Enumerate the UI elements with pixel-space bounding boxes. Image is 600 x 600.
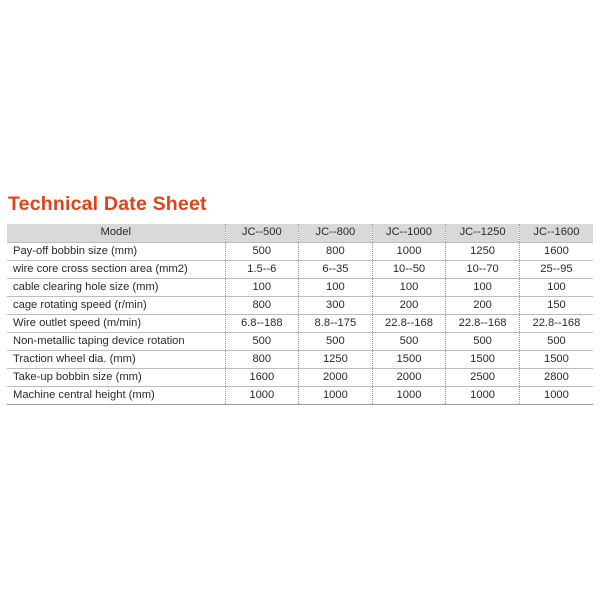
row-label: cable clearing hole size (mm) (7, 278, 225, 296)
sheet-title: Technical Date Sheet (8, 193, 207, 215)
table-cell: 25--95 (540, 262, 573, 275)
table-cell: 500 (372, 332, 446, 350)
table-row (7, 332, 593, 350)
table-cell: 1.5--6 (225, 260, 299, 278)
table-cell: 22.8--168 (446, 314, 520, 332)
table-body (7, 242, 593, 404)
header-cell-jc-500: JC--500 (225, 224, 299, 242)
table-row (7, 350, 593, 368)
table-cell: 500 (299, 332, 373, 350)
table-cell: 1000 (299, 386, 373, 404)
table-cell: 1250 (299, 350, 373, 368)
header-cell-jc-1600: JC--1600 (533, 226, 580, 239)
table-cell: 500 (547, 334, 566, 347)
table-cell: 500 (225, 242, 299, 260)
table-cell: 22.8--168 (532, 316, 581, 329)
table-row (7, 368, 593, 386)
table-cell: 500 (446, 332, 520, 350)
row-label: wire core cross section area (mm2) (7, 260, 225, 278)
table-cell: 100 (299, 278, 373, 296)
table-cell: 800 (299, 242, 373, 260)
table-cell: 1600 (543, 244, 569, 257)
table-cell: 1250 (446, 242, 520, 260)
table-cell: 2000 (299, 368, 373, 386)
table-cell: 1000 (543, 388, 569, 401)
table-cell: 6.8--188 (225, 314, 299, 332)
table-cell: 2000 (372, 368, 446, 386)
table-cell: 100 (446, 278, 520, 296)
table-cell: 1000 (225, 386, 299, 404)
header-cell-jc-1000: JC--1000 (372, 224, 446, 242)
table-cell: 200 (446, 296, 520, 314)
table-row (7, 386, 593, 404)
table-cell: 6--35 (299, 260, 373, 278)
table-header-row (7, 224, 593, 242)
spec-table-container (7, 224, 593, 405)
table-cell: 300 (299, 296, 373, 314)
table-cell: 8.8--175 (299, 314, 373, 332)
table-cell: 1000 (446, 386, 520, 404)
spec-table (7, 224, 593, 405)
row-label: Wire outlet speed (m/min) (7, 314, 225, 332)
row-label: Non-metallic taping device rotation (7, 332, 225, 350)
table-cell: 2500 (446, 368, 520, 386)
table-cell: 150 (547, 298, 566, 311)
table-cell: 1500 (543, 352, 569, 365)
table-cell: 2800 (543, 370, 569, 383)
table-cell: 500 (225, 332, 299, 350)
table-cell: 800 (225, 350, 299, 368)
table-cell: 100 (547, 280, 566, 293)
table-cell: 100 (225, 278, 299, 296)
table-row (7, 242, 593, 260)
row-label: Take-up bobbin size (mm) (7, 368, 225, 386)
table-cell: 1000 (372, 386, 446, 404)
table-row (7, 296, 593, 314)
table-row (7, 314, 593, 332)
table-cell: 1600 (225, 368, 299, 386)
header-cell-model: Model (7, 224, 225, 242)
table-cell: 200 (372, 296, 446, 314)
row-label: Traction wheel dia. (mm) (7, 350, 225, 368)
table-cell: 10--70 (446, 260, 520, 278)
row-label: cage rotating speed (r/min) (7, 296, 225, 314)
table-row (7, 278, 593, 296)
table-cell: 800 (225, 296, 299, 314)
table-cell: 100 (372, 278, 446, 296)
header-cell-jc-800: JC--800 (299, 224, 373, 242)
table-cell: 22.8--168 (372, 314, 446, 332)
table-row (7, 260, 593, 278)
table-cell: 1500 (446, 350, 520, 368)
table-cell: 10--50 (372, 260, 446, 278)
row-label: Machine central height (mm) (7, 386, 225, 404)
table-cell: 1500 (372, 350, 446, 368)
table-cell: 1000 (372, 242, 446, 260)
header-cell-jc-1250: JC--1250 (446, 224, 520, 242)
row-label: Pay-off bobbin size (mm) (7, 242, 225, 260)
